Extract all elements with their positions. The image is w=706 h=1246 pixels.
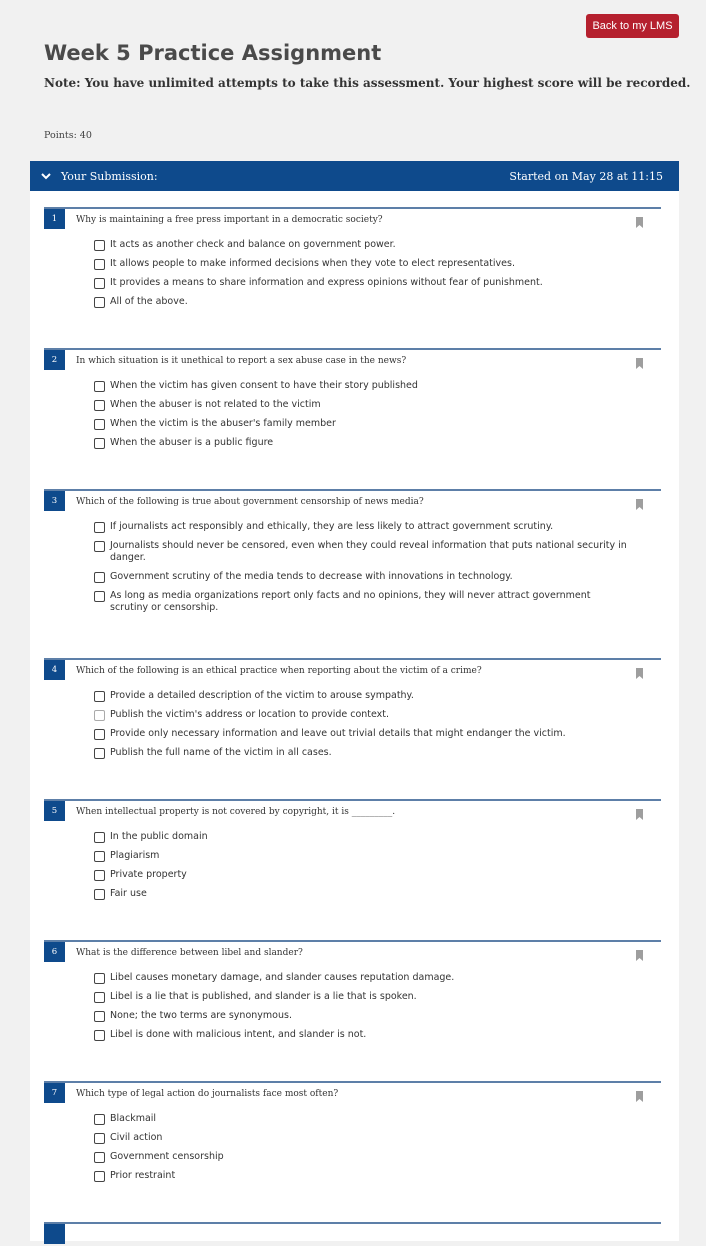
answer-options [94, 521, 661, 614]
answer-option[interactable] [94, 418, 661, 430]
answer-option-label: Provide a detailed description of the victim to arouse sympathy. [110, 690, 414, 701]
answer-checkbox[interactable] [94, 1133, 105, 1144]
answer-option-label: Publish the victim's address or location to provide context. [110, 709, 390, 720]
question-block [44, 799, 661, 907]
answer-option[interactable] [94, 277, 661, 289]
question-number: 4 [44, 660, 65, 680]
question-header [44, 348, 661, 372]
answer-checkbox[interactable] [94, 1011, 105, 1022]
question-text: Which of the following is true about government censorship of news media? [76, 497, 424, 507]
answer-option-label: When the abuser is not related to the victim [110, 399, 321, 410]
answer-option[interactable] [94, 1010, 661, 1022]
answer-option-label: Libel causes monetary damage, and slander causes reputation damage. [110, 972, 455, 983]
answer-option-label: If journalists act responsibly and ethically, they are less likely to attract government scrutiny. [110, 521, 554, 532]
answer-option[interactable] [94, 296, 661, 308]
answer-option-label: When the victim is the abuser's family member [110, 418, 336, 429]
answer-checkbox[interactable] [94, 851, 105, 862]
answer-option[interactable] [94, 709, 661, 721]
answer-option-label: It allows people to make informed decisions when they vote to elect representatives. [110, 258, 515, 269]
answer-option[interactable] [94, 540, 661, 564]
answer-option-label: As long as media organizations report only facts and no opinions, they will never attract government scrutiny or censorship. [110, 590, 591, 613]
answer-option[interactable] [94, 399, 661, 411]
answer-options [94, 972, 661, 1041]
answer-checkbox[interactable] [94, 870, 105, 881]
answer-checkbox[interactable] [94, 400, 105, 411]
answer-options [94, 690, 661, 759]
answer-option[interactable] [94, 380, 661, 392]
answer-option-label: Fair use [110, 888, 147, 899]
answer-options [94, 380, 661, 449]
answer-option-label: Government censorship [110, 1151, 224, 1162]
answer-option[interactable] [94, 239, 661, 251]
bookmark-icon[interactable] [636, 1091, 643, 1102]
back-to-lms-button[interactable]: Back to my LMS [586, 14, 679, 38]
answer-option-label: Provide only necessary information and leave out trivial details that might endanger the victim. [110, 728, 566, 739]
question-block [44, 207, 661, 315]
answer-option-label: It provides a means to share information and express opinions without fear of punishment. [110, 277, 543, 288]
answer-option-label: All of the above. [110, 296, 188, 307]
answer-option[interactable] [94, 747, 661, 759]
answer-checkbox[interactable] [94, 259, 105, 270]
submission-bar [30, 161, 679, 191]
answer-option[interactable] [94, 590, 661, 614]
answer-option[interactable] [94, 1132, 661, 1144]
answer-option[interactable] [94, 850, 661, 862]
question-block [44, 658, 661, 766]
bookmark-icon[interactable] [636, 668, 643, 679]
question-number: 1 [44, 209, 65, 229]
attempts-note: Note: You have unlimited attempts to take this assessment. Your highest score will be recorded. [44, 76, 691, 90]
answer-option[interactable] [94, 521, 661, 533]
answer-checkbox[interactable] [94, 1114, 105, 1125]
submission-toggle[interactable] [40, 170, 158, 183]
question-block [44, 940, 661, 1048]
answer-option[interactable] [94, 437, 661, 449]
chevron-down-icon [40, 170, 52, 182]
answer-checkbox[interactable] [94, 748, 105, 759]
answer-option-label: Private property [110, 869, 187, 880]
answer-checkbox[interactable] [94, 541, 105, 552]
bookmark-icon[interactable] [636, 809, 643, 820]
points-label: Points: 40 [44, 130, 92, 141]
answer-option[interactable] [94, 690, 661, 702]
question-number: 3 [44, 491, 65, 511]
answer-checkbox[interactable] [94, 1171, 105, 1182]
answer-option-label: Libel is done with malicious intent, and slander is not. [110, 1029, 367, 1040]
answer-option-label: Publish the full name of the victim in all cases. [110, 747, 332, 758]
answer-checkbox[interactable] [94, 992, 105, 1003]
question-header [44, 207, 661, 231]
answer-option[interactable] [94, 888, 661, 900]
question-number: 2 [44, 350, 65, 370]
answer-option[interactable] [94, 1170, 661, 1182]
answer-option-label: Government scrutiny of the media tends to decrease with innovations in technology. [110, 571, 513, 582]
answer-checkbox[interactable] [94, 278, 105, 289]
answer-option[interactable] [94, 831, 661, 843]
answer-option-label: When the abuser is a public figure [110, 437, 274, 448]
question-header [44, 1222, 661, 1246]
answer-checkbox[interactable] [94, 522, 105, 533]
question-text: When intellectual property is not covered by copyright, it is _________. [76, 807, 396, 817]
answer-checkbox[interactable] [94, 438, 105, 449]
answer-option[interactable] [94, 571, 661, 583]
answer-options [94, 1113, 661, 1182]
answer-checkbox[interactable] [94, 973, 105, 984]
answer-option[interactable] [94, 972, 661, 984]
answer-checkbox[interactable] [94, 297, 105, 308]
question-number: 7 [44, 1083, 65, 1103]
answer-option[interactable] [94, 869, 661, 881]
answer-option[interactable] [94, 1151, 661, 1163]
answer-options [94, 831, 661, 900]
answer-option-label: Plagiarism [110, 850, 160, 861]
answer-option-label: Blackmail [110, 1113, 157, 1124]
answer-checkbox[interactable] [94, 889, 105, 900]
answer-option[interactable] [94, 991, 661, 1003]
question-block [44, 348, 661, 456]
question-block [44, 1081, 661, 1189]
question-block [44, 1222, 661, 1246]
answer-option-label: When the victim has given consent to have their story published [110, 380, 418, 391]
submission-label: Your Submission: [61, 169, 158, 183]
question-header [44, 799, 661, 823]
bookmark-icon[interactable] [636, 499, 643, 510]
answer-checkbox[interactable] [94, 832, 105, 843]
answer-option[interactable] [94, 1029, 661, 1041]
question-number: 6 [44, 942, 65, 962]
question-number [44, 1224, 65, 1244]
question-text: In which situation is it unethical to report a sex abuse case in the news? [76, 356, 407, 366]
question-block [44, 489, 661, 621]
question-number: 5 [44, 801, 65, 821]
bookmark-icon[interactable] [636, 217, 643, 228]
bookmark-icon[interactable] [636, 358, 643, 369]
answer-checkbox[interactable] [94, 572, 105, 583]
answer-options [94, 239, 661, 308]
answer-checkbox[interactable] [94, 419, 105, 430]
answer-checkbox[interactable] [94, 729, 105, 740]
answer-option-label: In the public domain [110, 831, 208, 842]
question-header [44, 658, 661, 682]
answer-option-label: It acts as another check and balance on government power. [110, 239, 396, 250]
question-text: What is the difference between libel and slander? [76, 948, 303, 958]
page-title: Week 5 Practice Assignment [44, 41, 382, 65]
answer-checkbox[interactable] [94, 1030, 105, 1041]
started-timestamp: Started on May 28 at 11:15 [509, 169, 663, 183]
answer-option-label: None; the two terms are synonymous. [110, 1010, 292, 1021]
question-text: Which of the following is an ethical practice when reporting about the victim of a crime? [76, 666, 482, 676]
question-text: Which type of legal action do journalists face most often? [76, 1089, 339, 1099]
answer-checkbox[interactable] [94, 240, 105, 251]
answer-checkbox[interactable] [94, 1152, 105, 1163]
answer-option[interactable] [94, 258, 661, 270]
question-text: Why is maintaining a free press important in a democratic society? [76, 215, 383, 225]
answer-checkbox[interactable] [94, 381, 105, 392]
answer-option-label: Journalists should never be censored, even when they could reveal information that puts national security in danger. [110, 540, 627, 563]
question-header [44, 1081, 661, 1105]
answer-option-label: Civil action [110, 1132, 163, 1143]
answer-checkbox[interactable] [94, 691, 105, 702]
answer-checkbox[interactable] [94, 591, 105, 602]
submission-card [30, 161, 679, 1241]
question-header [44, 940, 661, 964]
bookmark-icon[interactable] [636, 950, 643, 961]
question-header [44, 489, 661, 513]
answer-option[interactable] [94, 728, 661, 740]
answer-checkbox[interactable] [94, 710, 105, 721]
answer-option[interactable] [94, 1113, 661, 1125]
answer-option-label: Prior restraint [110, 1170, 176, 1181]
answer-option-label: Libel is a lie that is published, and slander is a lie that is spoken. [110, 991, 417, 1002]
